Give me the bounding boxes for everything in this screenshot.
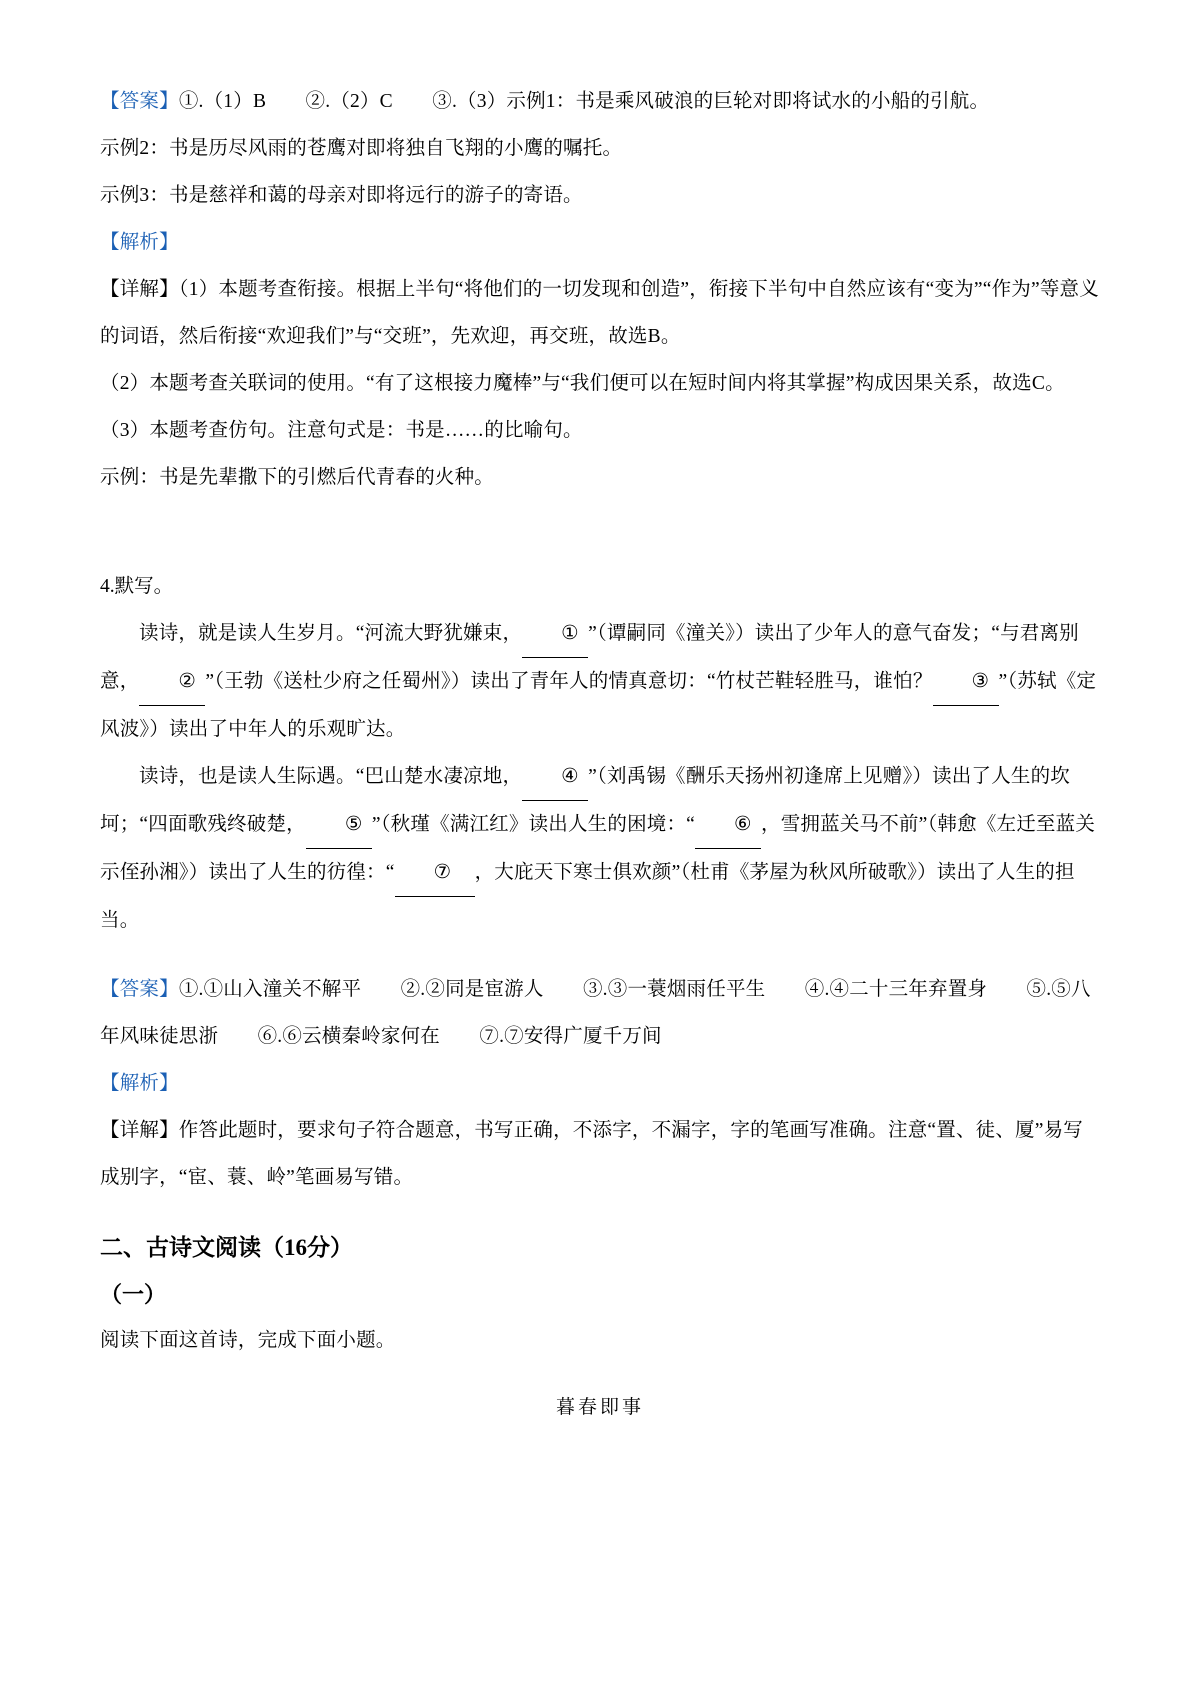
question-4-heading xyxy=(100,563,1100,610)
detail-q3-3: （3）本题考查仿句。注意句式是：书是……的比喻句。 xyxy=(100,420,583,441)
answer-tag: 【答案】 xyxy=(100,91,179,112)
answer-block-q4 xyxy=(100,966,1100,1060)
fill-blank-2[interactable]: ② xyxy=(139,658,205,706)
detail-q3-4: 示例：书是先辈撒下的引燃后代青春的火种。 xyxy=(100,467,495,488)
q4-p1-text-c: ”（王勃《送杜少府之任蜀州》）读出了青年人的情真意切：“竹杖芒鞋轻胜马，谁怕？ xyxy=(205,671,933,692)
question-4-paragraph-2 xyxy=(100,753,1100,944)
detail-q4: 【详解】作答此题时，要求句子符合题意，书写正确，不添字，不漏字，字的笔画写准确。注意“置、徒、厦”易写成别字，“宦、蓑、岭”笔画易写错。 xyxy=(100,1120,1084,1188)
question-4-paragraph-1 xyxy=(100,610,1100,753)
spacer xyxy=(100,944,1100,966)
spacer xyxy=(100,1201,1100,1223)
section-subheading: （一） xyxy=(100,1282,167,1307)
spacer xyxy=(100,1364,1100,1386)
reading-instruction: 阅读下面这首诗，完成下面小题。 xyxy=(100,1330,396,1351)
detail-q3-1: 【详解】（1）本题考查衔接。根据上半句“将他们的一切发现和创造”，衔接下半句中自然应该有“变为”“作为”等意义的词语，然后衔接“欢迎我们”与“交班”，先欢迎，再交班，故选B。 xyxy=(100,279,1099,347)
fill-blank-7[interactable]: ⑦ xyxy=(395,849,475,897)
q4-p1-text-d: ”（苏轼《定风波》）读出了中年人的乐观旷达。 xyxy=(100,671,1097,740)
q4-p2-text-c: ”（秋瑾《满江红》读出人生的困境：“ xyxy=(371,814,696,835)
q4-p2-text-e: ，大庇天下寒士俱欢颜”（杜甫《茅屋为秋风所破歌》）读出了人生的担当。 xyxy=(100,862,1075,931)
question-4-title: 默写。 xyxy=(114,576,174,597)
answer-example-3: 示例3：书是慈祥和蔼的母亲对即将远行的游子的寄语。 xyxy=(100,185,583,206)
section-heading-2: 二、古诗文阅读（16分） xyxy=(100,1235,353,1260)
fill-blank-4[interactable]: ④ xyxy=(522,753,588,801)
fill-blank-6[interactable]: ⑥ xyxy=(695,801,761,849)
answer-tag-q4: 【答案】 xyxy=(100,979,179,1000)
q4-p1-text-b: ”（谭嗣同《潼关》）读出了少年人的意气奋发；“与君离别意， xyxy=(100,623,1079,692)
answer-block-q3 xyxy=(100,78,1100,125)
answer-text-q4: ①.①山入潼关不解平 ②.②同是宦游人 ③.③一蓑烟雨任平生 ④.④二十三年弃置身 ⑤.⑤八年风味徒思浙 ⑥.⑥云横秦岭家何在 ⑦.⑦安得广厦千万间 xyxy=(100,979,1091,1047)
question-4-number: 4. xyxy=(100,576,115,597)
q4-p2-text-a: 读诗，也是读人生际遇。“巴山楚水凄凉地， xyxy=(139,766,523,787)
spacer xyxy=(100,501,1100,563)
detail-q3-2: （2）本题考查关联词的使用。“有了这根接力魔棒”与“我们便可以在短时间内将其掌握”构成因果关系，故选C。 xyxy=(100,373,1065,394)
answer-text: ①.（1）B ②.（2）C ③.（3）示例1：书是乘风破浪的巨轮对即将试水的小船的引航。 xyxy=(178,91,990,112)
q4-p2-text-b: ”（刘禹锡《酬乐天扬州初逢席上见赠》）读出了人生的坎坷；“四面歌残终破楚， xyxy=(100,766,1071,835)
fill-blank-3[interactable]: ③ xyxy=(933,658,999,706)
q4-p2-text-d: ，雪拥蓝关马不前”（韩愈《左迁至蓝关示侄孙湘》）读出了人生的彷徨：“ xyxy=(100,814,1096,883)
q4-p1-text-a: 读诗，就是读人生岁月。“河流大野犹嫌束， xyxy=(139,623,523,644)
fill-blank-5[interactable]: ⑤ xyxy=(306,801,372,849)
poem-title: 暮春即事 xyxy=(555,1397,644,1418)
answer-example-2: 示例2：书是历尽风雨的苍鹰对即将独自飞翔的小鹰的嘱托。 xyxy=(100,138,623,159)
analysis-tag-q4: 【解析】 xyxy=(100,1073,179,1094)
analysis-tag-q3: 【解析】 xyxy=(100,232,179,253)
fill-blank-1[interactable]: ① xyxy=(522,610,588,658)
